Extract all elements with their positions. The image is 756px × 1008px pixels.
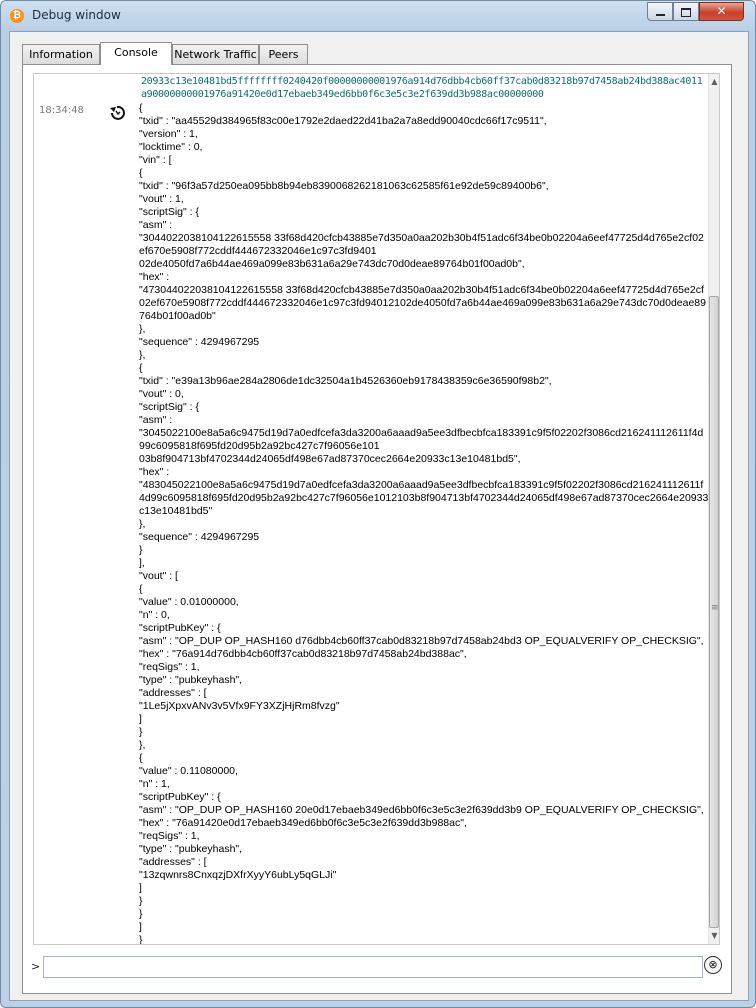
tab-network-traffic[interactable]: Network Traffic [172, 44, 259, 64]
close-button[interactable] [699, 2, 744, 21]
console-output-area[interactable] [33, 73, 720, 945]
scroll-down-arrow-icon[interactable]: ▼ [711, 931, 718, 940]
window-client-area [9, 31, 749, 1001]
console-panel [22, 64, 732, 994]
console-prompt: > [31, 960, 41, 973]
tab-information[interactable]: Information [22, 44, 100, 64]
previous-output-text: 20933c13e10481bd5ffffffff0240420f00000000001976a914d76dbb4cb60ff37cab0d83218b97d7458ab24bd388ac4011a90000000001976a91420e0d17ebaeb349ed6bb0f6c3e5c3e2f639dd3b988ac00000000 [141, 76, 703, 100]
close-icon: ✕ [716, 4, 727, 18]
reply-arrow-icon [108, 104, 126, 122]
console-reply-output: { "txid" : "aa45529d384965f83c00e1792e2daed22d41ba2a7a8edd90040cdc66f17c9511", "version" : 1, "locktime" : 0, "vin" : [ { "txid" : "96f3a57d250ea095bb8b94eb8390068262181063c62585f61e92de59c89400b6", "vout" : 1, "scriptSig" : { "asm" : "3044022038104122615558 33f68d420cfcb43885e7d350a0aa202b30b4f51adc6f34be0b02204a6eef47725d4d765e2cf02ef670e5908f772cddf444672332046e1c97c3fd9401 02de4050fd7a6b44ae469a099e83b631a6a29e743dc70d0deae89764b01f00ad0b", "hex" : "473044022038104122615558 33f68d420cfcb43885e7d350a0aa202b30b4f51adc6f34be0b02204a6eef47725d4d765e2cf02ef670e5908f772cddf444672332046e1c97c3fd94012102de4050fd7a6b44ae469a099e83b631a6a29e743dc70d0deae89764b01f00ad0b" }, "sequence" : 4294967295 }, { "txid" : "e39a13b96ae284a2806de1dc32504a1b4526360eb9178438359c6e36590f98b2", "vout" : 0, "scriptSig" : { "asm" : "3045022100e8a5a6c9475d19d7a0edfcefa3da3200a6aaad9a5ee3dfbecbfca183391c9f5f02202f3086cd216241112611f4d99c6095818f695fd20d95b2a92bc427c7f96056e101 03b8f904713bf4702344d24065df498e67ad87370cec2664e20933c13e10481bd5", "hex" : "483045022100e8a5a6c9475d19d7a0edfcefa3da3200a6aaad9a5ee3dfbecbfca183391c9f5f02202f3086cd216241112611f4d99c6095818f695fd20d95b2a92bc427c7f96056e1012103b8f904713bf4702344d24065df498e67ad87370cec2664e20933c13e10481bd5" }, "sequence" : 4294967295 } ], "vout" : [ { "value" : 0.01000000, "n" : 0, "scriptPubKey" : { "asm" : "OP_DUP OP_HASH160 d76dbb4cb60ff37cab0d83218b97d7458ab24bd3 OP_EQUALVERIFY OP_CHECKSIG", "hex" : "76a914d76dbb4cb60ff37cab0d83218b97d7458ab24bd388ac", "reqSigs" : 1, "type" : "pubkeyhash", "addresses" : [ "1Le5jXpxvANv3v5Vfx9FY3XZjHjRm8fvzg" ] } }, { "value" : 0.11080000, "n" : 1, "scriptPubKey" : { "asm" : "OP_DUP OP_HASH160 20e0d17ebaeb349ed6bb0f6c3e5c3e2f639dd3b9 OP_EQUALVERIFY OP_CHECKSIG", "hex" : "76a91420e0d17ebaeb349ed6bb0f6c3e5c3e2f639dd3b988ac", "reqSigs" : 1, "type" : "pubkeyhash", "addresses" : [ "13zqwnrs8CnxqzjDXfrXyyY6ubLy5qGLJi" ] } } ] } [139, 102, 709, 945]
minimize-button[interactable] [647, 2, 673, 21]
maximize-button[interactable] [673, 2, 699, 21]
tab-console[interactable]: Console [100, 42, 172, 65]
title-bar[interactable] [1, 1, 755, 31]
scrollbar-thumb[interactable] [709, 296, 719, 928]
console-command-input[interactable] [43, 956, 703, 978]
clear-icon: ⊗ [708, 958, 718, 971]
window-title: Debug window [32, 8, 121, 22]
bitcoin-icon: ₿ [10, 9, 24, 23]
message-timestamp: 18:34:48 [39, 105, 84, 116]
scroll-up-arrow-icon[interactable]: ▲ [711, 77, 718, 86]
clear-console-button[interactable] [704, 956, 722, 974]
tab-peers[interactable]: Peers [259, 44, 308, 64]
vertical-scrollbar[interactable] [708, 74, 720, 944]
